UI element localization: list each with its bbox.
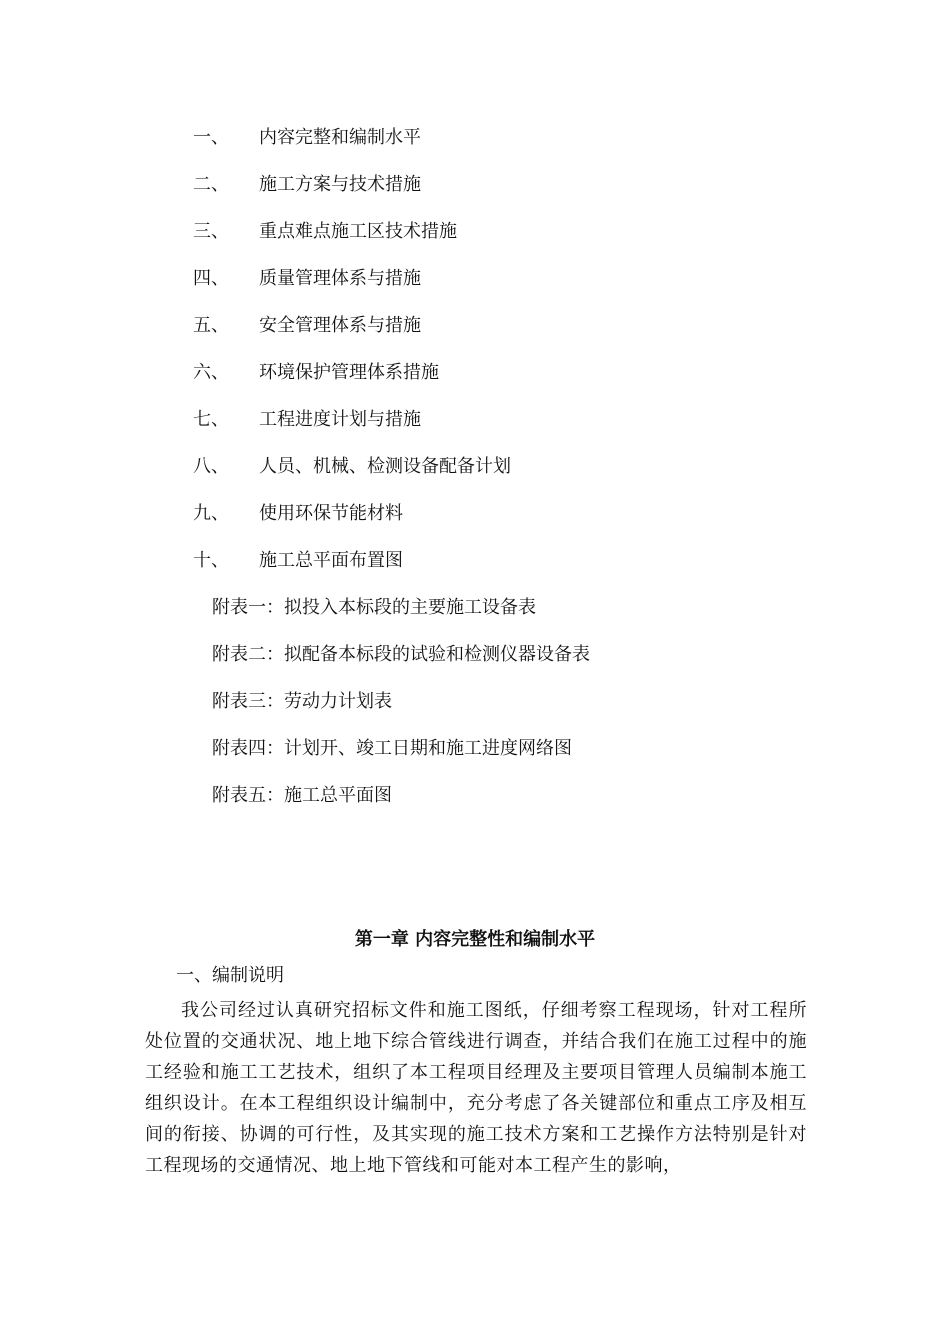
toc-item — [193, 171, 793, 218]
toc-item — [193, 453, 793, 500]
toc-item-number: 九、 — [193, 503, 229, 524]
appendix-item: 附表二：拟配备本标段的试验和检测仪器设备表 — [212, 644, 590, 665]
toc-item-label: 环境保护管理体系措施 — [259, 362, 439, 383]
toc-item — [193, 312, 793, 359]
appendix-item: 附表四：计划开、竣工日期和施工进度网络图 — [212, 738, 572, 759]
toc-item-label: 内容完整和编制水平 — [259, 127, 421, 148]
toc-item-number: 五、 — [193, 315, 229, 336]
toc-item — [193, 265, 793, 312]
toc-item-label: 安全管理体系与措施 — [259, 315, 421, 336]
toc-item — [193, 359, 793, 406]
toc-item-label: 人员、机械、检测设备配备计划 — [259, 456, 511, 477]
toc-item-label: 质量管理体系与措施 — [259, 268, 421, 289]
toc-item-number: 四、 — [193, 268, 229, 289]
appendix-item: 附表三：劳动力计划表 — [212, 691, 392, 712]
toc-item-label: 使用环保节能材料 — [259, 503, 403, 524]
toc-item — [193, 547, 793, 594]
chapter-title: 第一章 内容完整性和编制水平 — [354, 929, 596, 950]
toc-item-number: 一、 — [193, 127, 229, 148]
toc-item — [193, 124, 793, 171]
toc-item — [193, 500, 793, 547]
toc-item-number: 十、 — [193, 550, 229, 571]
toc-item-label: 施工方案与技术措施 — [259, 174, 421, 195]
toc-item-number: 六、 — [193, 362, 229, 383]
toc-item-label: 重点难点施工区技术措施 — [259, 221, 457, 242]
toc-item-number: 七、 — [193, 409, 229, 430]
appendix-item: 附表五：施工总平面图 — [212, 785, 392, 806]
toc-item-number: 三、 — [193, 221, 229, 242]
toc-item-number: 八、 — [193, 456, 229, 477]
toc-item-label: 施工总平面布置图 — [259, 550, 403, 571]
toc-item — [193, 218, 793, 265]
toc-item-label: 工程进度计划与措施 — [259, 409, 421, 430]
toc-item-number: 二、 — [193, 174, 229, 195]
appendix-item: 附表一：拟投入本标段的主要施工设备表 — [212, 597, 536, 618]
toc-item — [193, 406, 793, 453]
section-heading: 一、编制说明 — [176, 965, 284, 986]
table-of-contents — [193, 124, 793, 829]
body-paragraph: 我公司经过认真研究招标文件和施工图纸，仔细考察工程现场，针对工程所处位置的交通状况、地上地下综合管线进行调查，并结合我们在施工过程中的施工经验和施工工艺技术，组织了本工程项目经理及主要项目管理人员编制本施工组织设计。在本工程组织设计编制中，充分考虑了各关键部位和重点工序及相互间的衔接、协调的可行性，及其实现的施工技术方案和工艺操作方法特别是针对工程现场的交通情况、地上地下管线和可能对本工程产生的影响， — [145, 1000, 807, 1176]
